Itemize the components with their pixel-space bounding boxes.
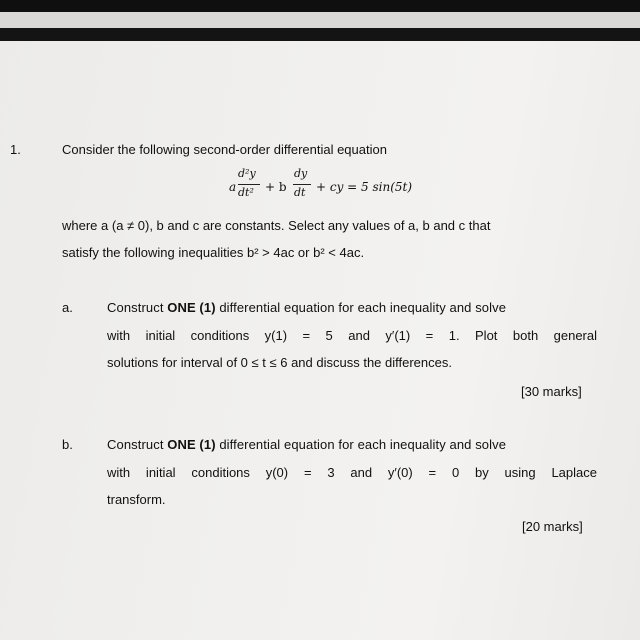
part-a-line-1-pre: Construct xyxy=(107,300,168,315)
part-b-emphasis: ONE (1) xyxy=(167,437,216,452)
equation-remainder: + cy = 5 sin(5t) xyxy=(316,180,413,194)
equation-numerator-1: d²y xyxy=(238,167,256,180)
equation-plus-b: + b xyxy=(265,180,287,194)
fraction-bar-2 xyxy=(293,184,311,185)
part-a-line-1 xyxy=(107,300,597,316)
part-b-line-1-pre: Construct xyxy=(107,437,168,452)
part-b-line-1 xyxy=(107,437,597,453)
page-separator-band xyxy=(0,28,640,41)
part-b-marks: [20 marks] xyxy=(522,519,583,534)
part-a-marks: [30 marks] xyxy=(521,384,582,399)
equation-coefficient-a: a xyxy=(229,180,237,194)
part-a-line-2: with initial conditions y(1) = 5 and y′(1) = 1. Plot both general xyxy=(107,328,597,343)
part-b-line-3: transform. xyxy=(107,492,166,507)
part-a-line-1-post: differential equation for each inequality and solve xyxy=(215,300,507,315)
part-b-label: b. xyxy=(62,437,73,452)
equation-denominator-2: dt xyxy=(294,186,306,199)
part-a-label: a. xyxy=(62,300,73,315)
equation-denominator-1: dt² xyxy=(238,186,254,199)
page-top-edge xyxy=(0,12,640,28)
equation-numerator-2: dy xyxy=(294,167,308,180)
question-number: 1. xyxy=(10,142,21,157)
fraction-bar-1 xyxy=(238,184,260,185)
constants-statement: where a (a ≠ 0), b and c are constants. Select any values of a, b and c that xyxy=(62,218,491,233)
part-b-line-1-post: differential equation for each inequality and solve xyxy=(215,437,507,452)
paper-sheet xyxy=(0,12,640,640)
question-intro: Consider the following second-order differential equation xyxy=(62,142,387,157)
inequalities-statement: satisfy the following inequalities b² > 4ac or b² < 4ac. xyxy=(62,245,365,260)
part-a-line-3: solutions for interval of 0 ≤ t ≤ 6 and discuss the differences. xyxy=(107,355,452,370)
part-a-emphasis: ONE (1) xyxy=(167,300,216,315)
part-b-line-2: with initial conditions y(0) = 3 and y′(0) = 0 by using Laplace xyxy=(107,465,597,480)
